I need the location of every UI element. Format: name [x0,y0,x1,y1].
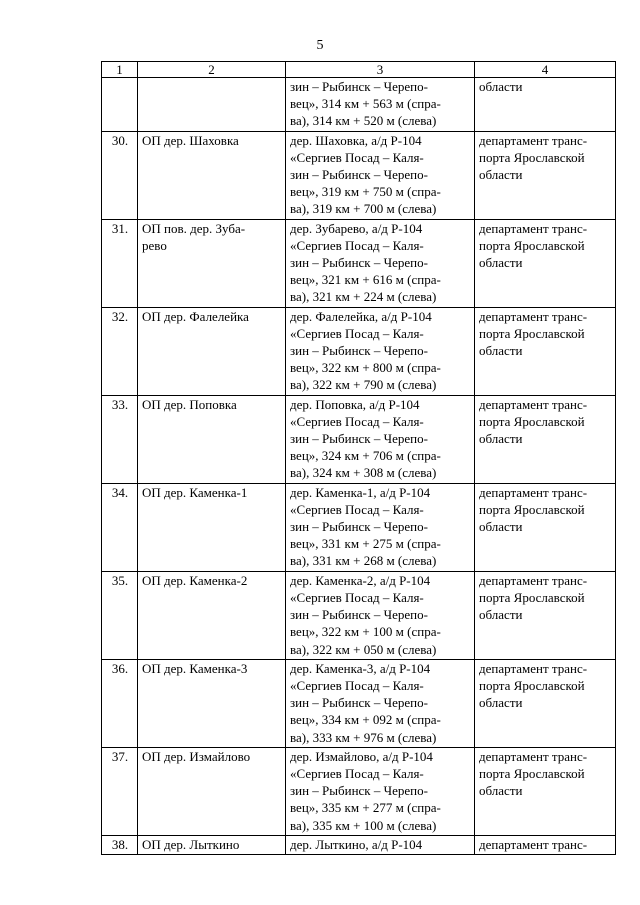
cell-owner-line: порта Ярославской [479,501,585,517]
cell-location-line: зин – Рыбинск – Черепо- [290,695,428,711]
cell-owner-line: области [479,607,523,623]
cell-stop-name-line: ОП дер. Каменка-1 [142,484,248,500]
stops-table [101,61,616,855]
cell-stop-name-line: рево [142,237,167,253]
cell-location [286,78,475,132]
cell-owner-line: области [479,167,523,183]
header-row [102,62,616,78]
cell-location-line: зин – Рыбинск – Черепо- [290,607,428,623]
cell-stop-name [138,747,286,835]
cell-owner [475,483,616,571]
cell-number: 38. [102,835,138,854]
cell-location-line: зин – Рыбинск – Черепо- [290,79,428,94]
cell-number: 34. [102,483,138,571]
cell-owner-line: департамент транс- [479,748,588,764]
table-row [102,659,616,747]
cell-location-line: вец», 321 км + 616 м (спра- [290,272,441,288]
cell-location-line: вец», 331 км + 275 м (спра- [290,536,441,552]
cell-stop-name [138,131,286,219]
cell-owner-line: порта Ярославской [479,677,585,693]
cell-stop-name [138,835,286,854]
cell-location-line: зин – Рыбинск – Черепо- [290,167,428,183]
cell-location-line: ва), 333 км + 976 м (слева) [290,729,437,745]
cell-owner-line: области [479,343,523,359]
table-row [102,835,616,854]
header-col-3: 3 [286,62,475,78]
cell-location-line: зин – Рыбинск – Черепо- [290,431,428,447]
cell-location [286,659,475,747]
page-number: 5 [316,38,324,53]
cell-stop-name-line: ОП дер. Фалелейка [142,308,249,324]
cell-location-line: ва), 335 км + 100 м (слева) [290,817,437,833]
cell-location-line: зин – Рыбинск – Черепо- [290,255,428,271]
cell-number: 32. [102,307,138,395]
table-row [102,747,616,835]
cell-location-line: дер. Каменка-2, а/д Р-104 [290,572,431,588]
cell-stop-name [138,395,286,483]
table-row [102,307,616,395]
cell-owner-line: департамент транс- [479,660,588,676]
cell-stop-name [138,307,286,395]
cell-location-line: зин – Рыбинск – Черепо- [290,343,428,359]
cell-owner [475,571,616,659]
cell-number: 35. [102,571,138,659]
cell-location-line: «Сергиев Посад – Каля- [290,325,424,341]
cell-owner-line: области [479,255,523,271]
cell-stop-name [138,483,286,571]
cell-number: 30. [102,131,138,219]
cell-stop-name-line: ОП дер. Измайлово [142,748,251,764]
cell-stop-name-line: ОП дер. Каменка-2 [142,572,248,588]
cell-location [286,483,475,571]
cell-location [286,747,475,835]
cell-location-line: дер. Шаховка, а/д Р-104 [290,132,422,148]
table-row [102,571,616,659]
cell-location-line: дер. Каменка-3, а/д Р-104 [290,660,431,676]
cell-owner-line: порта Ярославской [479,765,585,781]
cell-location-line: ва), 319 км + 700 м (слева) [290,201,437,217]
cell-number: 37. [102,747,138,835]
table-row [102,219,616,307]
cell-location-line: «Сергиев Посад – Каля- [290,765,424,781]
cell-stop-name-line [142,78,282,95]
header-col-2: 2 [138,62,286,78]
cell-owner-line: порта Ярославской [479,413,585,429]
cell-owner-line: департамент транс- [479,132,588,148]
cell-owner [475,659,616,747]
cell-number [102,78,138,132]
cell-location-line: дер. Поповка, а/д Р-104 [290,396,420,412]
cell-owner-line: порта Ярославской [479,325,585,341]
cell-owner-line: департамент транс- [479,220,588,236]
cell-owner-line: области [479,79,523,94]
cell-number: 31. [102,219,138,307]
cell-owner-line: департамент транс- [479,396,588,412]
cell-location-line: ва), 314 км + 520 м (слева) [290,113,437,129]
cell-owner [475,747,616,835]
cell-location-line: дер. Каменка-1, а/д Р-104 [290,484,431,500]
cell-stop-name [138,659,286,747]
cell-owner [475,835,616,854]
cell-owner-line: департамент транс- [479,484,588,500]
cell-owner-line: области [479,519,523,535]
cell-owner [475,78,616,132]
cell-owner [475,219,616,307]
cell-location [286,219,475,307]
cell-owner [475,307,616,395]
cell-location-line: дер. Фалелейка, а/д Р-104 [290,308,432,324]
cell-location [286,307,475,395]
cell-location-line: вец», 322 км + 800 м (спра- [290,360,441,376]
cell-location-line: ва), 322 км + 050 м (слева) [290,641,437,657]
table-row [102,131,616,219]
table-row [102,78,616,132]
cell-stop-name-line: ОП дер. Шаховка [142,132,239,148]
header-col-4: 4 [475,62,616,78]
cell-number: 33. [102,395,138,483]
cell-location [286,835,475,854]
cell-location-line: «Сергиев Посад – Каля- [290,413,424,429]
cell-location-line: «Сергиев Посад – Каля- [290,589,424,605]
cell-location-line: вец», 319 км + 750 м (спра- [290,184,441,200]
cell-location-line: зин – Рыбинск – Черепо- [290,783,428,799]
cell-location-line: зин – Рыбинск – Черепо- [290,519,428,535]
table-row [102,483,616,571]
header-col-1: 1 [102,62,138,78]
cell-location [286,131,475,219]
cell-owner-line: департамент транс- [479,836,588,852]
cell-owner [475,395,616,483]
cell-owner-line: области [479,695,523,711]
cell-number: 36. [102,659,138,747]
table-body [102,78,616,855]
cell-stop-name [138,78,286,132]
cell-location-line: «Сергиев Посад – Каля- [290,237,424,253]
cell-stop-name-line: ОП дер. Поповка [142,396,237,412]
cell-stop-name-line: ОП дер. Каменка-3 [142,660,248,676]
table-row [102,395,616,483]
cell-stop-name-line: ОП пов. дер. Зуба- [142,220,246,236]
cell-owner-line: порта Ярославской [479,237,585,253]
cell-location-line: вец», 322 км + 100 м (спра- [290,624,441,640]
cell-location-line: «Сергиев Посад – Каля- [290,501,424,517]
cell-location-line: ва), 321 км + 224 м (слева) [290,289,437,305]
cell-location-line: дер. Измайлово, а/д Р-104 [290,748,433,764]
cell-owner-line: порта Ярославской [479,149,585,165]
cell-owner-line: порта Ярославской [479,589,585,605]
cell-location-line: вец», 314 км + 563 м (спра- [290,96,441,112]
cell-location-line: ва), 331 км + 268 м (слева) [290,553,437,569]
cell-stop-name [138,219,286,307]
cell-location-line: ва), 322 км + 790 м (слева) [290,377,437,393]
cell-location [286,571,475,659]
cell-location-line: вец», 334 км + 092 м (спра- [290,712,441,728]
cell-location [286,395,475,483]
cell-owner-line: департамент транс- [479,572,588,588]
cell-owner-line: области [479,431,523,447]
cell-location-line: дер. Зубарево, а/д Р-104 [290,220,423,236]
cell-stop-name [138,571,286,659]
table-header [102,62,616,78]
cell-owner [475,131,616,219]
cell-location-line: «Сергиев Посад – Каля- [290,677,424,693]
cell-location-line: ва), 324 км + 308 м (слева) [290,465,437,481]
cell-owner-line: департамент транс- [479,308,588,324]
cell-stop-name-line: ОП дер. Лыткино [142,836,240,852]
cell-location-line: вец», 324 км + 706 м (спра- [290,448,441,464]
cell-owner-line: области [479,783,523,799]
cell-location-line: «Сергиев Посад – Каля- [290,149,424,165]
cell-location-line: вец», 335 км + 277 м (спра- [290,800,441,816]
cell-location-line: дер. Лыткино, а/д Р-104 [290,836,423,852]
